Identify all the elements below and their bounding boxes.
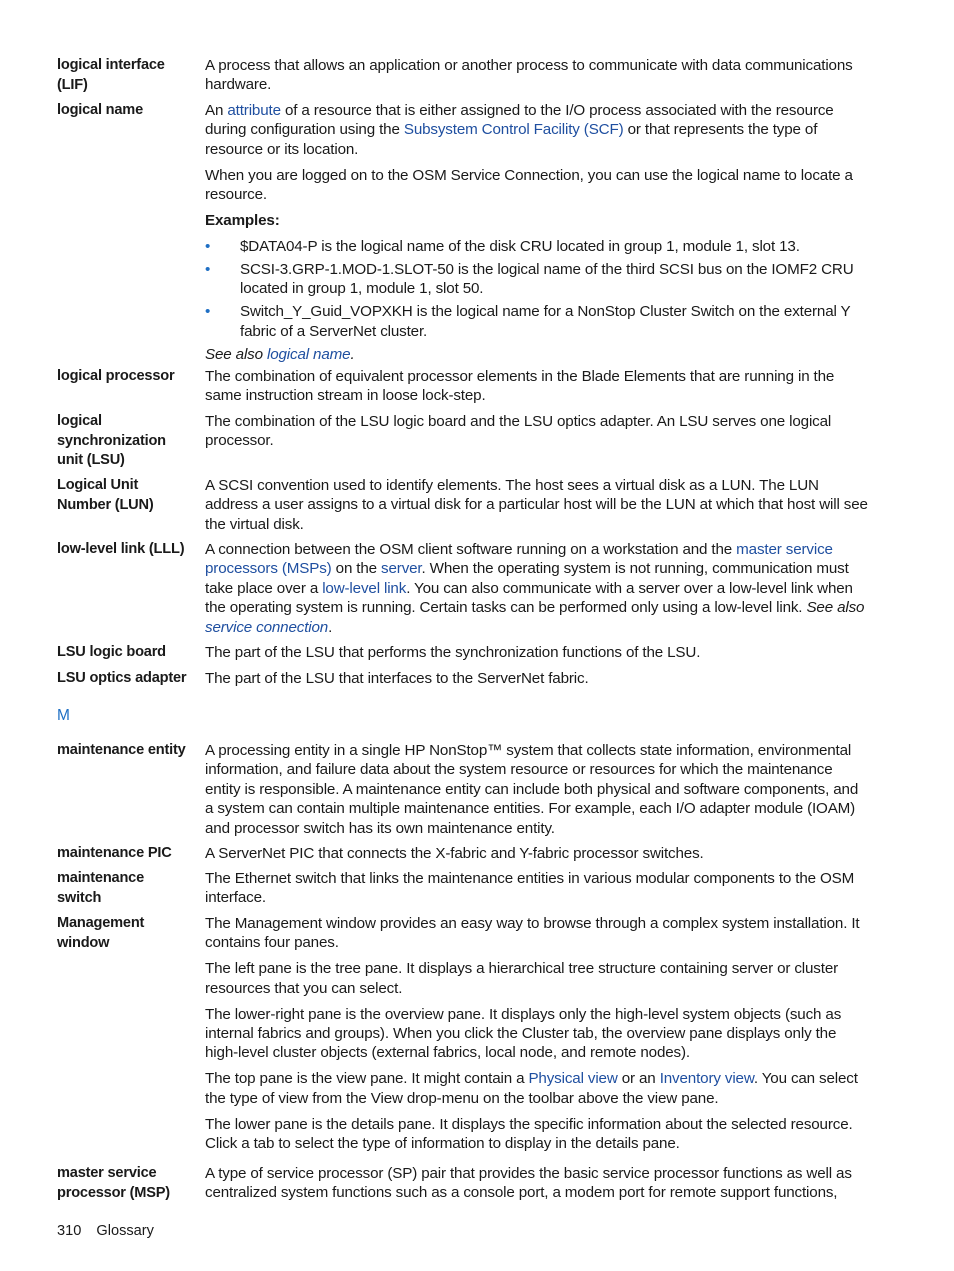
definition-text: The lower pane is the details pane. It displays the specific information about the selected resource. Click a tab to select the type of information to display in the details pane. bbox=[205, 1115, 853, 1153]
entry-maintenance-entity bbox=[57, 741, 869, 838]
definition-text bbox=[205, 1069, 869, 1108]
definition-text bbox=[205, 101, 869, 159]
definition-text: The part of the LSU that interfaces to the ServerNet fabric. bbox=[205, 670, 589, 687]
term: low-level link (LLL) bbox=[57, 541, 185, 557]
definition bbox=[205, 367, 869, 406]
definition-text: The combination of the LSU logic board and the LSU optics adapter. An LSU serves one logical processor. bbox=[205, 413, 832, 450]
definition-text: The left pane is the tree pane. It displays a hierarchical tree structure containing server or cluster resources that you can select. bbox=[205, 960, 839, 997]
examples-list bbox=[205, 237, 869, 341]
text: The top pane is the view pane. It might contain a bbox=[205, 1070, 529, 1088]
text: . bbox=[328, 618, 333, 636]
list-item bbox=[205, 237, 869, 256]
term: maintenance entity bbox=[57, 742, 186, 758]
term: master service processor (MSP) bbox=[57, 1165, 170, 1201]
term: LSU logic board bbox=[57, 644, 166, 660]
entry-logical-interface bbox=[57, 56, 869, 95]
text: An bbox=[205, 102, 228, 119]
text: See also bbox=[205, 345, 267, 363]
entry-maintenance-switch bbox=[57, 869, 869, 908]
definition-text: A ServerNet PIC that connects the X-fabric and Y-fabric processor switches. bbox=[205, 845, 704, 862]
definition-text: A processing entity in a single HP NonStop™ system that collects state information, environmental information, and failure data about the system resource or resources for which the maintenance entity is responsible. A maintenance entity can include both physical and software components, and a system can contain multiple maintenance entities. For example, each I/O adapter module (IOAM) and processor switch has its own maintenance entity. bbox=[205, 742, 859, 837]
link-master-service-processors[interactable]: master service processors (MSPs) bbox=[205, 541, 833, 578]
definition-text: A process that allows an application or another process to communicate with data communications hardware. bbox=[205, 57, 853, 94]
link-logical-name[interactable]: logical name bbox=[266, 345, 351, 363]
definition-text: The lower-right pane is the overview pane. It displays only the high-level system objects (such as internal fabrics and groups). When you click the Cluster tab, the overview pane displays only the high-level cluster objects (external fabrics, local node, and remote nodes). bbox=[205, 1005, 842, 1062]
term: logical processor bbox=[57, 368, 175, 384]
entry-lun bbox=[57, 476, 869, 534]
definition bbox=[205, 476, 869, 534]
definition-text bbox=[205, 540, 869, 637]
definition-text: The Ethernet switch that links the maintenance entities in various modular components to the OSM interface. bbox=[205, 870, 855, 907]
link-inventory-view[interactable]: Inventory view bbox=[659, 1070, 754, 1088]
text: . You can select the type of view from the View drop-menu on the toolbar above the view pane. bbox=[205, 1070, 858, 1107]
entry-management-window bbox=[57, 914, 869, 1153]
entry-lsu bbox=[57, 412, 869, 468]
definition bbox=[205, 540, 869, 637]
term: Logical Unit Number (LUN) bbox=[57, 477, 154, 513]
definition bbox=[205, 56, 869, 95]
text: on the bbox=[331, 560, 382, 578]
examples-label: Examples: bbox=[205, 212, 280, 230]
definition bbox=[205, 101, 869, 364]
definition bbox=[205, 669, 869, 688]
term: Management window bbox=[57, 915, 145, 951]
entry-maintenance-pic bbox=[57, 844, 869, 863]
definition-text: The part of the LSU that performs the synchronization functions of the LSU. bbox=[205, 644, 701, 661]
definition bbox=[205, 1164, 869, 1203]
definition bbox=[205, 844, 869, 863]
entry-logical-name bbox=[57, 101, 869, 364]
entry-logical-processor bbox=[57, 367, 869, 406]
text: A connection between the OSM client software running on a workstation and the bbox=[205, 541, 737, 558]
term: logical interface (LIF) bbox=[57, 57, 165, 93]
text: . When the operating system is not running, communication must take place over a bbox=[205, 560, 849, 597]
bullet-icon: • bbox=[205, 303, 211, 321]
list-item-text: $DATA04-P is the logical name of the disk CRU located in group 1, module 1, slot 13. bbox=[240, 237, 800, 255]
definition bbox=[205, 643, 869, 662]
definition bbox=[205, 741, 869, 838]
text: . You can also communicate with a server over a low-level link when the operating system is running. Certain tasks can be performed only using a low-level link. bbox=[205, 579, 853, 617]
definition bbox=[205, 412, 869, 451]
footer-section: Glossary bbox=[96, 1223, 154, 1239]
definition bbox=[205, 914, 869, 1153]
see-also: See also bbox=[806, 599, 865, 617]
see-also bbox=[205, 345, 869, 364]
definition-text: A type of service processor (SP) pair that provides the basic service processor functions as well as centralized system functions such as a console port, a modem port for remote support functions, bbox=[205, 1165, 852, 1202]
definition-text: When you are logged on to the OSM Service Connection, you can use the logical name to locate a resource. bbox=[205, 166, 853, 204]
entry-lsu-logic-board bbox=[57, 643, 869, 662]
bullet-icon: • bbox=[205, 260, 211, 278]
term: LSU optics adapter bbox=[57, 670, 187, 686]
link-attribute[interactable]: attribute bbox=[227, 102, 281, 119]
definition-text: The combination of equivalent processor elements in the Blade Elements that are running in the same instruction stream in loose lock-step. bbox=[205, 368, 835, 405]
text: or that represents the type of resource or its location. bbox=[205, 121, 818, 158]
entry-lsu-optics-adapter bbox=[57, 669, 869, 688]
page-footer bbox=[57, 1223, 169, 1239]
definition-text: The Management window provides an easy way to browse through a complex system installation. It contains four panes. bbox=[205, 915, 860, 952]
text: or an bbox=[617, 1070, 660, 1088]
section-letter: M bbox=[57, 707, 70, 724]
link-physical-view[interactable]: Physical view bbox=[528, 1070, 618, 1088]
term: maintenance switch bbox=[57, 870, 145, 906]
list-item bbox=[205, 260, 869, 299]
list-item bbox=[205, 302, 869, 341]
term: logical name bbox=[57, 102, 144, 118]
term: maintenance PIC bbox=[57, 845, 172, 861]
term: logical synchronization unit (LSU) bbox=[57, 413, 166, 468]
link-service-connection[interactable]: service connection bbox=[205, 618, 329, 636]
list-item-text: Switch_Y_Guid_VOPXKH is the logical name for a NonStop Cluster Switch on the external Y fabric of a ServerNet cluster. bbox=[240, 303, 851, 340]
text: . bbox=[350, 345, 355, 363]
text: of a resource that is either assigned to the I/O process associated with the resource during configuration using the bbox=[205, 102, 834, 139]
entry-low-level-link bbox=[57, 540, 869, 637]
page-number: 310 bbox=[57, 1223, 82, 1239]
definition-text: A SCSI convention used to identify elements. The host sees a virtual disk as a LUN. The LUN address a user assigns to a virtual disk for a particular host will be the LUN at which that host will see the virtual disk. bbox=[205, 477, 868, 533]
definition bbox=[205, 869, 869, 908]
bullet-icon: • bbox=[205, 237, 211, 255]
entry-master-service-processor bbox=[57, 1164, 869, 1203]
link-server[interactable]: server bbox=[381, 560, 422, 578]
link-scf[interactable]: Subsystem Control Facility (SCF) bbox=[403, 121, 624, 139]
link-low-level-link[interactable]: low-level link bbox=[322, 579, 407, 597]
list-item-text: SCSI-3.GRP-1.MOD-1.SLOT-50 is the logical name of the third SCSI bus on the IOMF2 CRU located in group 1, module 1, slot 50. bbox=[240, 260, 854, 298]
